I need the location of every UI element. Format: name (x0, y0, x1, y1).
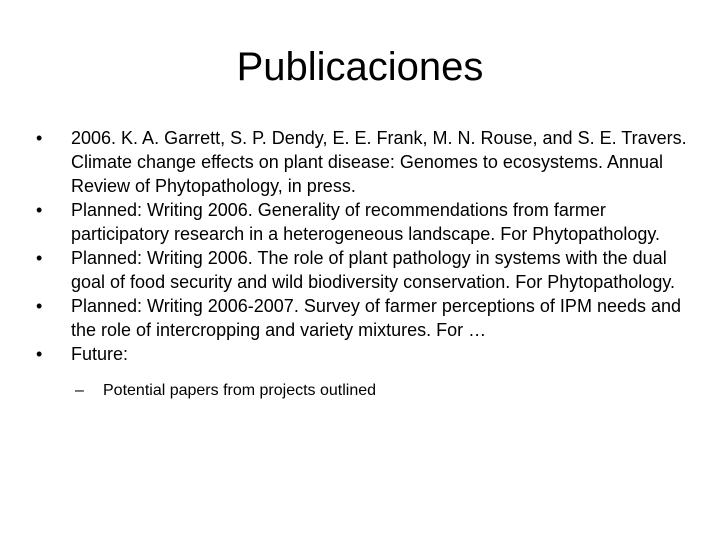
bullet-text: Planned: Writing 2006-2007. Survey of farmer perceptions of IPM needs and the role of intercropping and variety mixtures. For … (71, 296, 682, 340)
bullet-item-3 (0, 246, 720, 294)
bullet-marker: • (36, 200, 43, 220)
sub-bullet-marker: – (75, 382, 84, 399)
bullet-text: Planned: Writing 2006. The role of plant pathology in systems with the dual goal of food security and wild biodiversity conservation. For Phytopathology. (71, 248, 675, 292)
slide-title: Publicaciones (236, 45, 484, 89)
bullet-text: Future: (71, 344, 129, 364)
bullet-item-4 (0, 294, 720, 342)
bullet-item-5 (0, 342, 720, 366)
bullet-marker: • (36, 296, 43, 316)
bullet-text: Planned: Writing 2006. Generality of recommendations from farmer participatory research in a heterogeneous landscape. For Phytopathology. (71, 200, 661, 244)
sub-bullet-text: Potential papers from projects outlined (103, 382, 377, 399)
bullet-marker: • (36, 344, 43, 364)
bullet-item-2 (0, 198, 720, 246)
bullet-item-1 (0, 126, 720, 198)
bullet-marker: • (36, 128, 43, 148)
bullet-list (0, 126, 720, 401)
bullet-text: 2006. K. A. Garrett, S. P. Dendy, E. E. Frank, M. N. Rouse, and S. E. Travers. Climate change effects on plant disease: Genomes to ecosystems. Annual Review of Phytopathology, in press. (71, 128, 687, 196)
sub-bullet-item-1 (0, 381, 720, 401)
bullet-marker: • (36, 248, 43, 268)
